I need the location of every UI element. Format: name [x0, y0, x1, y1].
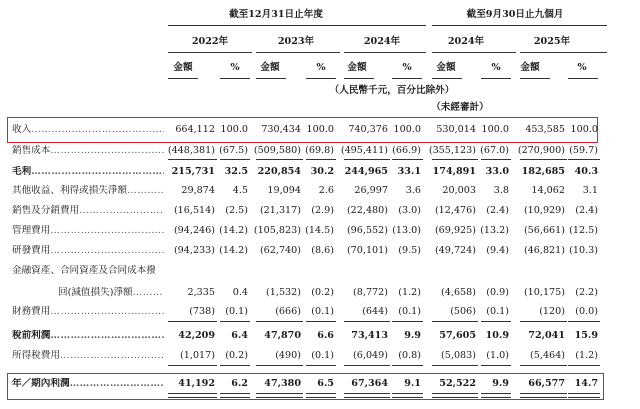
header-year-2025-9m: 2025年 — [533, 36, 571, 47]
col-pct-5: % — [577, 62, 587, 73]
cell-percent: (1.2) — [575, 350, 598, 361]
column-rule — [432, 393, 478, 398]
cell-amount: (69,925) — [434, 225, 476, 236]
cell-percent: 4.5 — [232, 185, 248, 196]
header-rule-fy — [168, 25, 426, 26]
cell-percent: (2.9) — [311, 205, 334, 216]
column-rule — [568, 159, 600, 160]
sub-rule-2 — [220, 78, 250, 79]
cell-amount: (56,661) — [523, 225, 565, 236]
cell-percent: (14.2) — [219, 245, 248, 256]
col-pct-3: % — [402, 62, 412, 73]
column-rule — [344, 159, 390, 160]
cell-amount: (8,772) — [353, 287, 388, 298]
cell-amount: (96,552) — [346, 225, 388, 236]
cell-percent: 33.1 — [397, 166, 421, 177]
cell-percent: (13.2) — [480, 225, 509, 236]
column-rule — [344, 321, 390, 322]
cell-percent: 3.6 — [405, 185, 421, 196]
cell-amount: 72,041 — [528, 330, 565, 341]
col-amount-5: 金額 — [520, 62, 540, 73]
cell-amount: (490) — [275, 350, 301, 361]
cell-percent: 2.6 — [318, 185, 334, 196]
column-rule — [568, 321, 600, 322]
year-rule-2 — [256, 52, 340, 53]
cell-amount: (1,017) — [180, 350, 215, 361]
cell-percent: (67.5) — [219, 145, 248, 156]
cell-percent: 33.0 — [485, 166, 509, 177]
cell-amount: (644) — [362, 306, 388, 317]
column-rule — [481, 365, 511, 366]
cell-amount: (12,476) — [434, 205, 476, 216]
cell-percent: (9.4) — [486, 245, 509, 256]
cell-percent: 14.7 — [574, 378, 598, 389]
cell-amount: 41,192 — [178, 378, 215, 389]
column-rule — [306, 321, 336, 322]
header-year-2022: 2022年 — [191, 36, 229, 47]
cell-percent: 40.3 — [574, 166, 598, 177]
cell-percent: 9.9 — [404, 330, 421, 341]
cell-percent: (0.1) — [311, 306, 334, 317]
unaudited-note: （未經審計） — [431, 102, 489, 113]
column-rule — [220, 321, 250, 322]
column-rule — [220, 159, 250, 160]
cell-percent: 6.6 — [317, 330, 334, 341]
column-rule — [306, 159, 336, 160]
column-rule — [256, 321, 303, 322]
cell-amount: 530,014 — [436, 124, 476, 135]
column-rule — [520, 159, 567, 160]
row-label: 研發費用 ……………………………………………………………………………………………… — [12, 245, 164, 257]
cell-percent: (0.8) — [398, 350, 421, 361]
header-group-nine-months: 截至9月30日止九個月 — [466, 9, 564, 20]
sub-rule-10 — [568, 78, 598, 79]
column-rule — [392, 393, 423, 398]
cell-amount: 52,522 — [439, 378, 476, 389]
cell-amount: 174,891 — [432, 166, 476, 177]
cell-percent: (0.0) — [575, 306, 598, 317]
cell-amount: (1,532) — [266, 287, 301, 298]
column-rule — [481, 321, 511, 322]
row-label: 所得稅費用 ……………………………………………………………………………………………… — [12, 350, 164, 362]
cell-percent: 100.0 — [481, 124, 509, 135]
cell-amount: (94,233) — [173, 245, 215, 256]
cell-amount: (10,175) — [523, 287, 565, 298]
column-rule — [432, 159, 478, 160]
header-rule-9m — [432, 25, 607, 26]
cell-percent: (0.1) — [225, 306, 248, 317]
row-label: 其他收益、利得或損失淨額 ……………………………………………………………………………………………… — [12, 185, 164, 197]
cell-amount: 26,997 — [354, 185, 388, 196]
column-rule — [392, 321, 423, 322]
cell-percent: 15.9 — [574, 330, 598, 341]
sub-rule-3 — [256, 78, 286, 79]
col-amount-4: 金額 — [436, 62, 456, 73]
cell-percent: (10.3) — [569, 245, 598, 256]
column-rule — [432, 365, 478, 366]
cell-amount: 220,854 — [257, 166, 301, 177]
column-rule — [568, 393, 600, 398]
header-year-2024-9m: 2024年 — [447, 36, 485, 47]
row-label: 金融資產、合同資產及合同成本撥 — [12, 265, 156, 276]
cell-percent: (66.9) — [392, 145, 421, 156]
col-amount-2: 金額 — [260, 62, 280, 73]
cell-amount: (22,480) — [346, 205, 388, 216]
row-label: 銷售成本 ……………………………………………………………………………………………… — [12, 145, 164, 157]
cell-amount: 57,605 — [439, 330, 476, 341]
cell-percent: (0.9) — [486, 287, 509, 298]
cell-amount: 2,335 — [187, 287, 215, 298]
sub-rule-9 — [520, 78, 550, 79]
column-rule — [520, 393, 567, 398]
cell-amount: (105,823) — [253, 225, 301, 236]
cell-percent: (2.5) — [225, 205, 248, 216]
cell-percent: 9.1 — [404, 378, 421, 389]
cell-amount: 47,380 — [264, 378, 301, 389]
cell-percent: (14.5) — [305, 225, 334, 236]
cell-percent: 100.0 — [393, 124, 421, 135]
column-rule — [568, 365, 600, 366]
cell-amount: 740,376 — [348, 124, 388, 135]
cell-amount: 66,577 — [528, 378, 565, 389]
cell-percent: (9.5) — [398, 245, 421, 256]
cell-amount: 19,094 — [267, 185, 301, 196]
cell-percent: 100.0 — [570, 124, 598, 135]
cell-amount: (5,083) — [441, 350, 476, 361]
cell-amount: (6,049) — [353, 350, 388, 361]
cell-amount: (666) — [275, 306, 301, 317]
cell-percent: 100.0 — [306, 124, 334, 135]
cell-percent: 32.5 — [224, 166, 248, 177]
cell-amount: (46,821) — [523, 245, 565, 256]
cell-percent: (67.0) — [480, 145, 509, 156]
cell-amount: (10,929) — [523, 205, 565, 216]
cell-amount: (21,317) — [259, 205, 301, 216]
cell-amount: 215,731 — [171, 166, 215, 177]
column-rule — [256, 159, 303, 160]
column-rule — [520, 365, 567, 366]
column-rule — [432, 321, 478, 322]
cell-amount: (448,381) — [167, 145, 215, 156]
sub-rule-5 — [344, 78, 374, 79]
cell-percent: 3.1 — [582, 185, 598, 196]
cell-percent: (0.2) — [311, 287, 334, 298]
cell-percent: (8.6) — [311, 245, 334, 256]
cell-percent: 10.9 — [485, 330, 509, 341]
header-year-2023: 2023年 — [277, 36, 315, 47]
row-label: 年／期內利潤 ……………………………………………………………………………………………… — [12, 378, 164, 390]
year-rule-5 — [520, 52, 607, 53]
cell-amount: (738) — [189, 306, 215, 317]
cell-amount: 730,434 — [261, 124, 301, 135]
column-rule — [220, 365, 250, 366]
cell-amount: (49,724) — [434, 245, 476, 256]
cell-percent: (1.0) — [486, 350, 509, 361]
cell-percent: (1.2) — [398, 287, 421, 298]
column-rule — [220, 393, 250, 398]
year-rule-3 — [344, 52, 426, 53]
col-pct-2: % — [316, 62, 326, 73]
cell-amount: 42,209 — [178, 330, 215, 341]
cell-amount: (16,514) — [173, 205, 215, 216]
header-group-fiscal-year: 截至12月31日止年度 — [229, 9, 323, 20]
row-label: 收入 ……………………………………………………………………………………………… — [12, 124, 164, 136]
column-rule — [481, 159, 511, 160]
cell-percent: 6.5 — [317, 378, 334, 389]
cell-amount: 73,413 — [351, 330, 388, 341]
cell-percent: (2.4) — [486, 205, 509, 216]
cell-percent: (13.0) — [392, 225, 421, 236]
cell-amount: (4,658) — [441, 287, 476, 298]
cell-percent: 9.9 — [492, 378, 509, 389]
column-rule — [306, 365, 336, 366]
col-pct-4: % — [491, 62, 501, 73]
cell-percent: (2.2) — [575, 287, 598, 298]
cell-percent: 3.8 — [493, 185, 509, 196]
row-label-continued: 回(減值損失)淨額 ……………………………………………………………………………………………… — [58, 287, 164, 299]
cell-amount: (506) — [450, 306, 476, 317]
cell-amount: (62,740) — [259, 245, 301, 256]
cell-amount: 182,685 — [521, 166, 565, 177]
cell-percent: (69.8) — [305, 145, 334, 156]
sub-rule-4 — [306, 78, 336, 79]
cell-percent: (12.5) — [569, 225, 598, 236]
column-rule — [344, 393, 390, 398]
cell-percent: (0.1) — [311, 350, 334, 361]
cell-amount: 244,965 — [344, 166, 388, 177]
cell-percent: (0.1) — [486, 306, 509, 317]
cell-percent: 30.2 — [310, 166, 334, 177]
sub-rule-7 — [432, 78, 462, 79]
sub-rule-6 — [392, 78, 422, 79]
cell-amount: 20,003 — [442, 185, 476, 196]
row-label: 毛利 ……………………………………………………………………………………………… — [12, 166, 164, 178]
cell-amount: (270,900) — [517, 145, 565, 156]
column-rule — [481, 393, 511, 398]
cell-amount: 664,112 — [175, 124, 215, 135]
cell-percent: (14.2) — [219, 225, 248, 236]
column-rule — [344, 365, 390, 366]
cell-amount: 29,874 — [181, 185, 215, 196]
cell-amount: 453,585 — [525, 124, 565, 135]
cell-amount: (70,101) — [346, 245, 388, 256]
cell-amount: (94,246) — [173, 225, 215, 236]
cell-percent: (2.4) — [575, 205, 598, 216]
cell-amount: (355,123) — [428, 145, 476, 156]
row-label: 財務費用 ……………………………………………………………………………………………… — [12, 306, 164, 318]
column-rule — [168, 159, 217, 160]
cell-percent: (0.2) — [225, 350, 248, 361]
cell-percent: (0.1) — [398, 306, 421, 317]
column-rule — [168, 393, 217, 398]
column-rule — [392, 159, 423, 160]
sub-rule-1 — [168, 78, 198, 79]
row-label: 銷售及分銷費用 ……………………………………………………………………………………………… — [12, 205, 164, 217]
cell-percent: 0.4 — [232, 287, 248, 298]
column-rule — [168, 321, 217, 322]
cell-percent: (59.7) — [569, 145, 598, 156]
cell-percent: 6.2 — [231, 378, 248, 389]
cell-amount: 14,062 — [531, 185, 565, 196]
row-label: 管理費用 ……………………………………………………………………………………………… — [12, 225, 164, 237]
row-label: 稅前利潤 ……………………………………………………………………………………………… — [12, 330, 164, 342]
cell-amount: (495,411) — [340, 145, 388, 156]
year-rule-4 — [432, 52, 516, 53]
column-rule — [520, 321, 567, 322]
unit-note: （人民幣千元，百分比除外） — [329, 85, 455, 96]
col-amount-3: 金額 — [347, 62, 367, 73]
cell-percent: 6.4 — [231, 330, 248, 341]
column-rule — [256, 393, 303, 398]
cell-amount: 67,364 — [351, 378, 388, 389]
year-rule-1 — [168, 52, 252, 53]
column-rule — [392, 365, 423, 366]
sub-rule-8 — [481, 78, 511, 79]
cell-amount: (509,580) — [253, 145, 301, 156]
header-year-2024: 2024年 — [363, 36, 401, 47]
column-rule — [168, 365, 217, 366]
cell-percent: (3.0) — [398, 205, 421, 216]
cell-amount: 47,870 — [264, 330, 301, 341]
column-rule — [306, 393, 336, 398]
col-amount-1: 金額 — [173, 62, 193, 73]
cell-amount: (5,464) — [530, 350, 565, 361]
cell-amount: (120) — [539, 306, 565, 317]
column-rule — [256, 365, 303, 366]
col-pct-1: % — [230, 62, 240, 73]
cell-percent: 100.0 — [220, 124, 248, 135]
